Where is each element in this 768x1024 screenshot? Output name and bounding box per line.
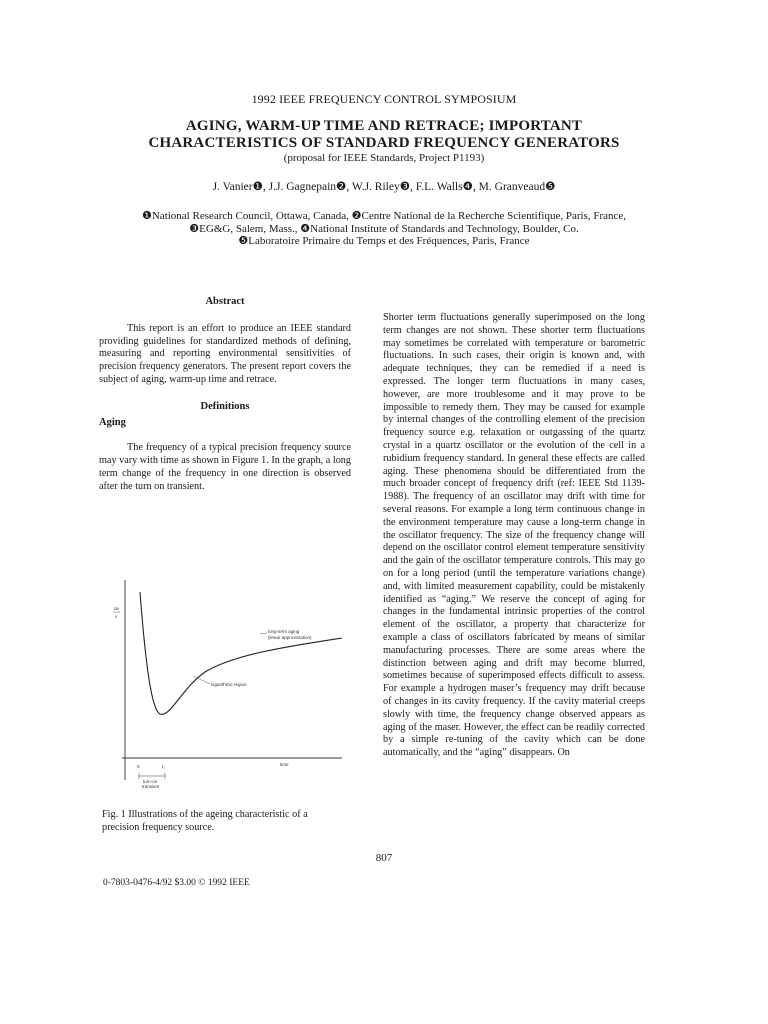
transient-label-2: transient bbox=[142, 784, 160, 789]
x-label-zero: 0 bbox=[137, 764, 140, 769]
long-term-pointer bbox=[260, 633, 267, 634]
paper-subtitle: (proposal for IEEE Standards, Project P1193) bbox=[283, 152, 485, 164]
copyright-footer: 0-7803-0476-4/92 $3.00 © 1992 IEEE bbox=[103, 878, 250, 888]
x-label-t1: t₁ bbox=[162, 764, 165, 769]
abstract-heading: Abstract bbox=[205, 296, 245, 307]
aging-heading: Aging bbox=[99, 416, 126, 428]
title-line-2: CHARACTERISTICS OF STANDARD FREQUENCY GENERATORS bbox=[148, 135, 620, 151]
x-label-time: time bbox=[280, 762, 289, 767]
right-column bbox=[383, 312, 645, 760]
aging-characteristic-figure bbox=[110, 580, 350, 800]
long-term-aging-sublabel: (linear approximation) bbox=[268, 635, 312, 640]
title-line-1: AGING, WARM-UP TIME AND RETRACE; IMPORTANT bbox=[185, 118, 583, 134]
definitions-heading: Definitions bbox=[200, 400, 250, 412]
right-column-text: Shorter term fluctuations generally superimposed on the long term changes are not shown. These shorter term fluctuations may sometimes be correlated with temperature or barometric fluctuations. In such cases, their origin is known and, with adequate techniques, they can be remedied if a need is expressed. The longer term fluctuations in many cases, however, are more troublesome and it may prove to be impossible to remedy them. They may be caused for example by internal changes of the controlling element of the precision frequency source e.g. relaxation or outgassing of the quartz crystal in a quartz oscillator or the evolution of the cell in a rubidium frequency standard. In general these effects are called aging. These phenomena should be differentiated from the much broader concept of frequency drift (ref: IEEE Std 1139-1988). The frequency of an oscillator may drift with time for several reasons. For example a long term continuous change in the environment temperature may cause a long-term change in the oscillator frequency. The size of the frequency change will depend on the oscillator control element temperature sensitivity and the gain of the oscillator temperature controls. This may go on for a long period (until the temperature variations change) and, with limited measurement capability, could be mistakenly identified as “aging.” We reserve the concept of aging for changes in the fundamental intrinsic properties of the control element of the oscillator, a property that characterize for example a class of oscillators fabricated by means of similar manufacturing processes. There are some areas where the distinction between aging and drift may become blurred, sometimes because of superimposed effects difficult to assess. For example a hydrogen maser’s frequency may drift because of changes in its cavity frequency. If the cavity material creeps slowly with time, the frequency change observed appears as aging of the maser. However, the effect can be readily corrected by a simple re-tuning of the cavity which can be done automatically, and the “aging” disappears. On bbox=[383, 312, 645, 759]
figure-caption: Fig. 1 Illustrations of the ageing characteristic of a precision frequency source. bbox=[102, 809, 308, 833]
y-label-top: Δν bbox=[114, 606, 120, 611]
left-column bbox=[99, 296, 351, 494]
aging-curve bbox=[140, 592, 342, 714]
paper-title bbox=[0, 118, 768, 152]
y-label-bottom: ν bbox=[115, 614, 118, 619]
aging-text: The frequency of a typical precision frequency source may vary with time as shown in Figure 1. In the graph, a long term change of the frequency in one direction is observed after the turn on transient. bbox=[99, 442, 351, 492]
affiliation-line-1: ❶National Research Council, Ottawa, Canada, ❷Centre National de la Recherche Scientifique, Paris, France, bbox=[142, 210, 626, 222]
author-list: J. Vanier❶, J.J. Gagnepain❷, W.J. Riley❸, F.L. Walls❹, M. Granveaud❺ bbox=[212, 181, 556, 193]
affiliations bbox=[0, 210, 768, 248]
logarithmic-region-label: logarithmic region bbox=[211, 682, 247, 687]
abstract-text: This report is an effort to produce an IEEE standard providing guidelines for standardized methods of defining, measuring and reporting environmental sensitivities of precision frequency generators. The present report covers the subject of aging, warm-up time and retrace. bbox=[99, 322, 351, 385]
page-number: 807 bbox=[375, 852, 393, 864]
transient-label-1: turn-on bbox=[143, 779, 158, 784]
affiliation-line-3: ❺Laboratoire Primaire du Temps et des Fréquences, Paris, France bbox=[238, 235, 530, 247]
long-term-aging-label: long-term aging bbox=[268, 629, 300, 634]
affiliation-line-2: ❸EG&G, Salem, Mass., ❹National Institute of Standards and Technology, Boulder, Co. bbox=[189, 222, 579, 235]
symposium-header: 1992 IEEE FREQUENCY CONTROL SYMPOSIUM bbox=[251, 92, 517, 106]
